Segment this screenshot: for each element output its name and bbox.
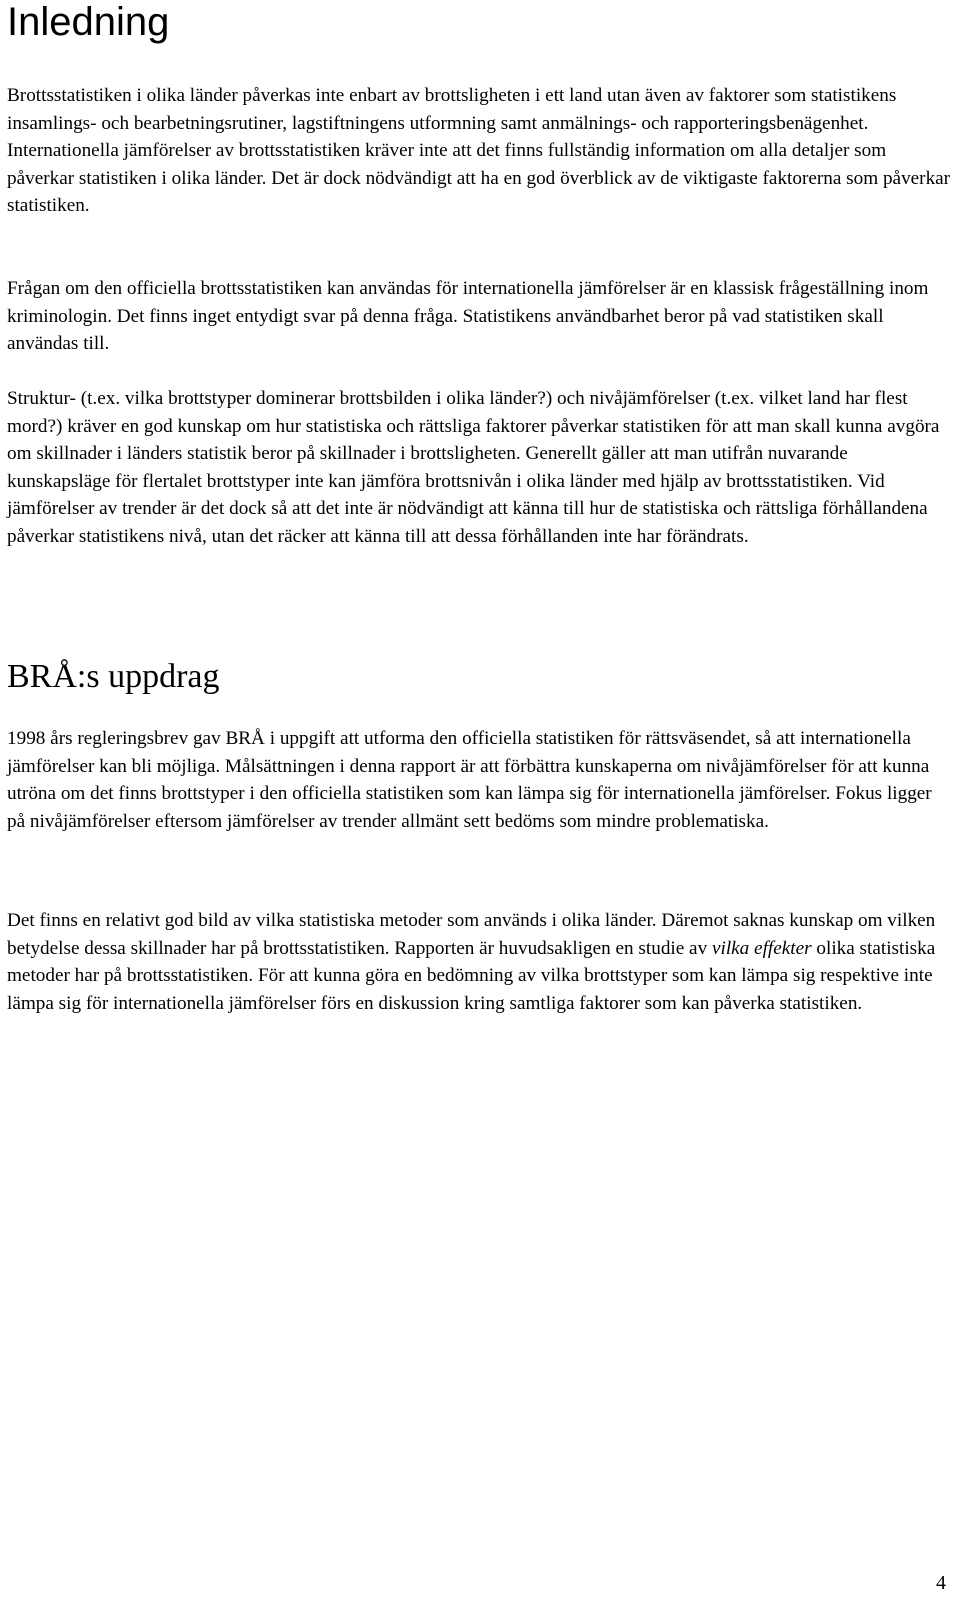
heading-inledning: Inledning (7, 0, 170, 44)
paragraph-3: Struktur- (t.ex. vilka brottstyper dominerar brottsbilden i olika länder?) och nivåjämförelser (t.ex. vilket land har flest mord?) kräver en god kunskap om hur statistiska och rättsliga faktorer påverkar statistiken för att man skall kunna avgöra om skillnader i länders statistik beror på skillnader i brottsligheten. Generellt gäller att man utifrån nuvarande kunskapsläge för flertalet brottstyper inte kan jämföra brottsnivån i olika länder med hjälp av brottsstatistiken. Vid jämförelser av trender är det dock så att det inte är nödvändigt att känna till hur de statistiska och rättsliga förhållandena påverkar statistikens nivå, utan det räcker att känna till att dessa förhållanden inte har förändrats. (7, 388, 940, 547)
paragraph-5-end: olika statistiska metoder har på brottsstatistiken. För att kunna göra en bedömning av vilka brottstyper som kan lämpa sig respektive inte lämpa sig för internationella jämförelser förs en diskussion kring samtliga faktorer som kan påverka statistiken. (7, 937, 936, 1014)
paragraph-2: Frågan om den officiella brottsstatistiken kan användas för internationella jämförelser är en klassisk frågeställning inom kriminologin. Det finns inget entydigt svar på denna fråga. Statistikens användbarhet beror på vad statistiken skall användas till. (7, 278, 929, 354)
paragraph-4: 1998 års regleringsbrev gav BRÅ i uppgift att utforma den officiella statistiken för rättsväsendet, så att internationella jämförelser kan bli möjliga. Målsättningen i denna rapport är att förbättra kunskaperna om nivåjämförelser för att kunna utröna om det finns brottstyper i den officiella statistiken som kan lämpa sig för internationella jämförelser. Fokus ligger på nivåjämförelser eftersom jämförelser av trender allmänt sett bedöms som mindre problematiska. (7, 728, 932, 832)
paragraph-1: Brottsstatistiken i olika länder påverkas inte enbart av brottsligheten i ett land utan även av faktorer som statistikens insamlings- och bearbetningsrutiner, lagstiftningens utformning samt anmälnings- och rapporteringsbenägenhet. Internationella jämförelser av brottsstatistiken kräver inte att det finns fullständig information om alla detaljer som påverkar statistiken i olika länder. Det är dock nödvändigt att ha en god överblick av de viktigaste faktorerna som påverkar statistiken. (7, 85, 951, 216)
paragraph-5-start: Det finns en relativt god bild av vilka statistiska metoder som används i olika länder. Däremot saknas kunskap om vilken betydelse dessa skillnader har på brottsstatistiken. Rapporten är huvudsakligen en studie av (7, 910, 936, 959)
page-number: 4 (936, 1572, 946, 1594)
paragraph-5-emphasis: vilka effekter (711, 937, 812, 959)
heading-bra-uppdrag: BRÅ:s uppdrag (7, 658, 220, 695)
paragraph-5 (7, 907, 952, 1017)
